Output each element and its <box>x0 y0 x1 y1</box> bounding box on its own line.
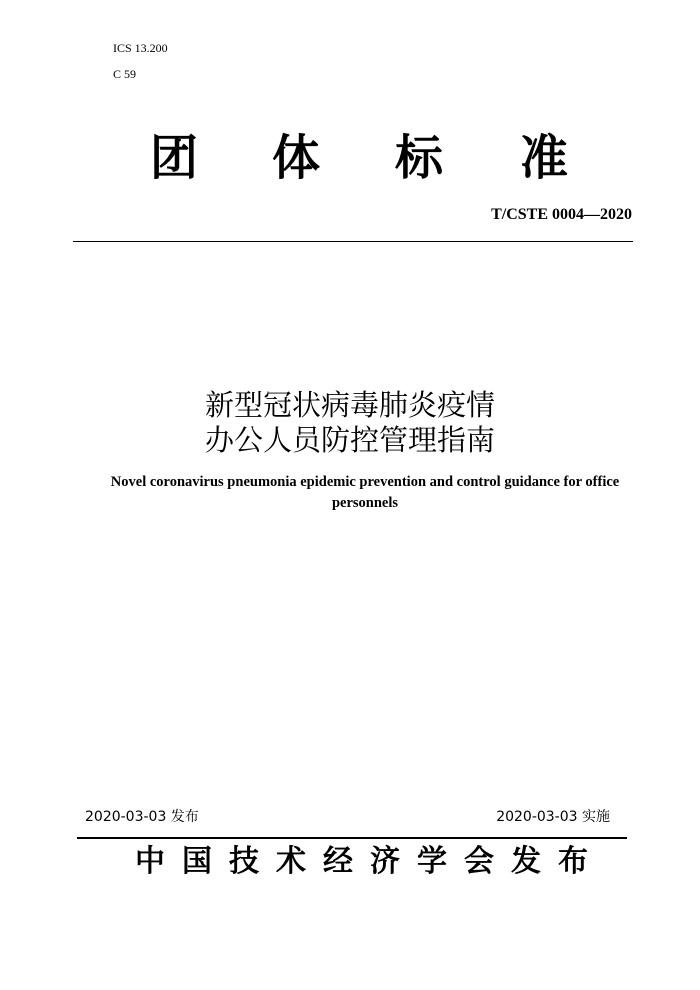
title-cn-line1: 新型冠状病毒肺炎疫情 <box>204 388 495 422</box>
standard-type-char: 准 <box>520 130 569 186</box>
publisher-char: 技 <box>229 844 259 879</box>
implement-date: 2020-03-03 实施 <box>496 809 610 825</box>
publisher-char: 发 <box>511 844 541 879</box>
publish-date: 2020-03-03 发布 <box>85 809 199 825</box>
publisher-char: 学 <box>417 844 447 879</box>
standard-number: T/CSTE 0004—2020 <box>491 206 632 223</box>
publisher-char: 济 <box>370 844 400 879</box>
title-en: Novel coronavirus pneumonia epidemic prevention and control guidance for office personnels <box>110 474 620 511</box>
ics-code: ICS 13.200 <box>113 41 168 55</box>
publisher-char: 术 <box>276 844 306 879</box>
header-divider <box>73 241 633 242</box>
standard-type-char: 团 <box>150 130 199 186</box>
publisher <box>0 843 700 883</box>
publisher-char: 经 <box>323 844 353 879</box>
standard-type-char: 体 <box>272 130 321 186</box>
publisher-char: 布 <box>558 844 588 879</box>
publisher-char: 会 <box>464 844 494 879</box>
publisher-char: 中 <box>135 844 165 879</box>
title-cn-line2: 办公人员防控管理指南 <box>204 423 495 457</box>
standard-type-char: 标 <box>395 130 444 186</box>
footer-divider <box>77 837 627 839</box>
ccs-code: C 59 <box>113 67 137 81</box>
standard-type-heading <box>0 128 700 198</box>
publisher-char: 国 <box>182 844 212 879</box>
